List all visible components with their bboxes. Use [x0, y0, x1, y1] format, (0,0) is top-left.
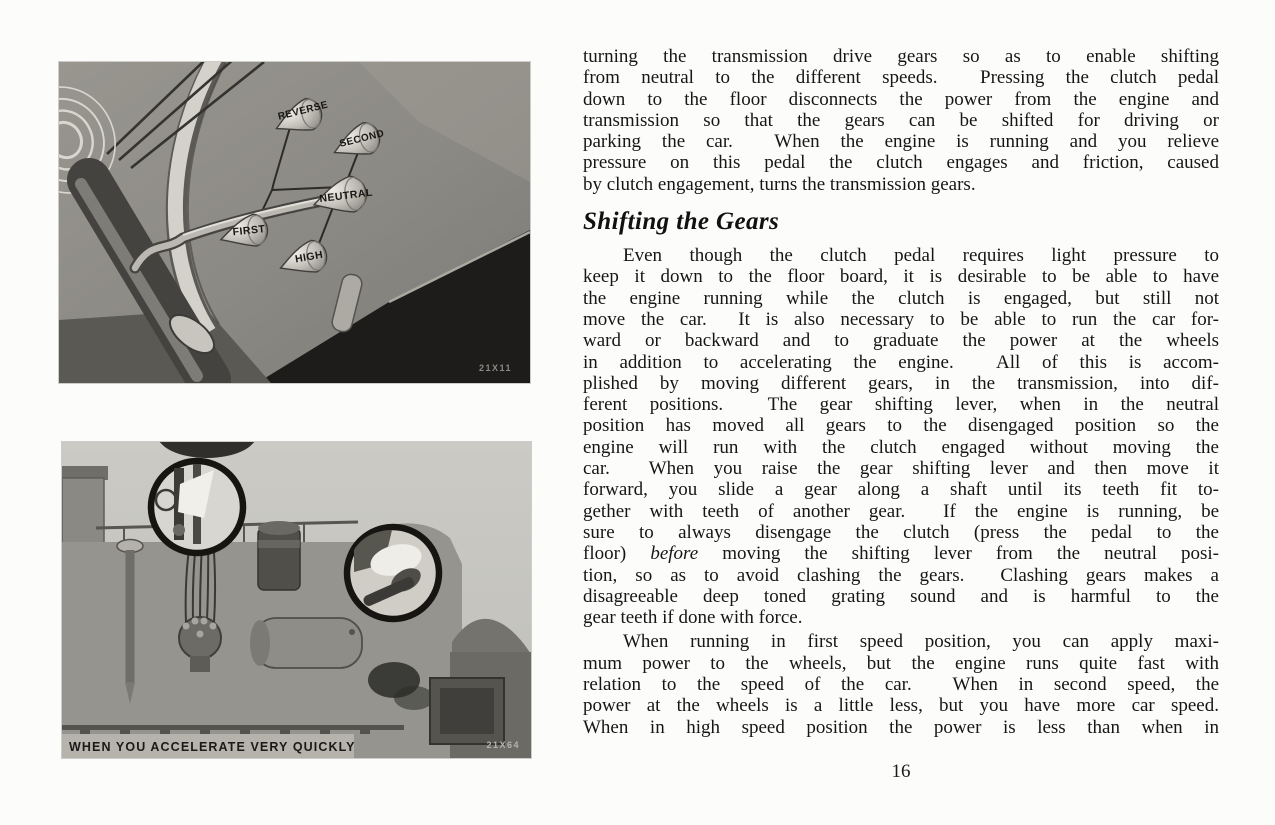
text-line: the engine running while the clutch is engaged, but still not [583, 287, 1219, 309]
figure-number-21x11: 21X11 [478, 363, 512, 373]
text-line: relation to the speed of the car. When in second speed, the [583, 674, 1219, 696]
text-line: plished by moving different gears, in the transmission, into dif- [583, 372, 1219, 394]
text-line: engine will run with the clutch engaged without moving the [583, 436, 1219, 458]
paragraph [583, 46, 1219, 195]
figure-gear-shift-photo [59, 62, 530, 383]
text-line: Even though the clutch pedal requires light pressure to [623, 245, 1219, 267]
engine-illustration [62, 442, 531, 758]
text-line: ferent positions. The gear shifting lever, when in the neutral [583, 394, 1219, 416]
starter-end-cap [250, 620, 270, 666]
text-line: When running in first speed position, you can apply maxi- [623, 631, 1219, 653]
section-heading: Shifting the Gears [583, 208, 780, 236]
text-line: forward, you slide a gear along a shaft until its teeth fit to- [583, 479, 1219, 501]
paragraph [583, 631, 1219, 737]
frame-rail [62, 725, 404, 730]
figure-number-21x64: 21X64 [486, 740, 520, 750]
starter-bolt [349, 629, 355, 635]
text-line: When in high speed position the power is less than when in [583, 716, 1219, 738]
text-line: parking the car. When the engine is running and you relieve [583, 131, 1219, 153]
gear-shift-illustration [59, 62, 530, 383]
figure-caption: WHEN YOU ACCELERATE VERY QUICKLY [69, 740, 356, 754]
starter-motor [254, 618, 362, 668]
heater-box-grille [440, 688, 494, 734]
oil-filter-top [258, 521, 300, 535]
shadow-smudge-2 [394, 686, 434, 710]
text-line: turning the transmission drive gears so as to enable shifting [583, 46, 1219, 67]
text-line: gear teeth if done with force. [583, 607, 803, 629]
text-line: gether with teeth of another gear. If the engine is running, be [583, 500, 1219, 522]
svg-text:FIRST: FIRST [232, 223, 266, 239]
left-housing [62, 478, 104, 548]
text-line: floor) before moving the shifting lever from the neutral posi- [583, 543, 1219, 565]
text-line: power at the wheels is a little less, but you have more car speed. [583, 695, 1219, 717]
text-line: position has moved all gears to the disengaged position so the [583, 415, 1219, 437]
inset-accelerator-detail [347, 527, 439, 619]
svg-text:NEUTRAL: NEUTRAL [318, 186, 374, 206]
text-column [583, 46, 1219, 738]
oil-filter [258, 528, 300, 590]
text-line: car. When you raise the gear shifting lever and then move it [583, 458, 1219, 480]
text-line: by clutch engagement, turns the transmission gears. [583, 173, 976, 195]
inset-carburetor-detail [151, 461, 243, 553]
text-line: from neutral to the different speeds. Pressing the clutch pedal [583, 67, 1219, 89]
text-line: sure to always disengage the clutch (press the pedal to the [583, 521, 1219, 543]
text-line: mum power to the wheels, but the engine runs quite fast with [583, 652, 1219, 674]
svg-text:HIGH: HIGH [294, 248, 325, 266]
paragraph [583, 245, 1219, 628]
text-line: tion, so as to avoid clashing the gears. Clashing gears makes a [583, 564, 1219, 586]
page-number: 16 [891, 761, 911, 782]
figure-engine-photo [62, 442, 531, 758]
text-line: keep it down to the floor board, it is desirable to be able to have [583, 266, 1219, 288]
text-line: transmission so that the gears can be shifted for driving or [583, 109, 1219, 131]
text-line: ward or backward and to graduate the power at the wheels [583, 330, 1219, 352]
text-line: down to the floor disconnects the power from the engine and [583, 88, 1219, 110]
svg-text:SECOND: SECOND [338, 128, 386, 150]
text-line: in addition to accelerating the engine. All of this is accom- [583, 351, 1219, 373]
text-line: pressure on this pedal the clutch engages and friction, caused [583, 152, 1219, 174]
text-line: move the car. It is also necessary to be able to run the car for- [583, 308, 1219, 330]
distributor-body [190, 656, 210, 672]
oil-filter-band [258, 540, 300, 548]
body-text [583, 245, 1219, 738]
svg-text:REVERSE: REVERSE [276, 99, 330, 123]
text-line: disagreeable deep toned grating sound and is harmful to the [583, 585, 1219, 607]
continued-paragraph [583, 46, 1219, 195]
